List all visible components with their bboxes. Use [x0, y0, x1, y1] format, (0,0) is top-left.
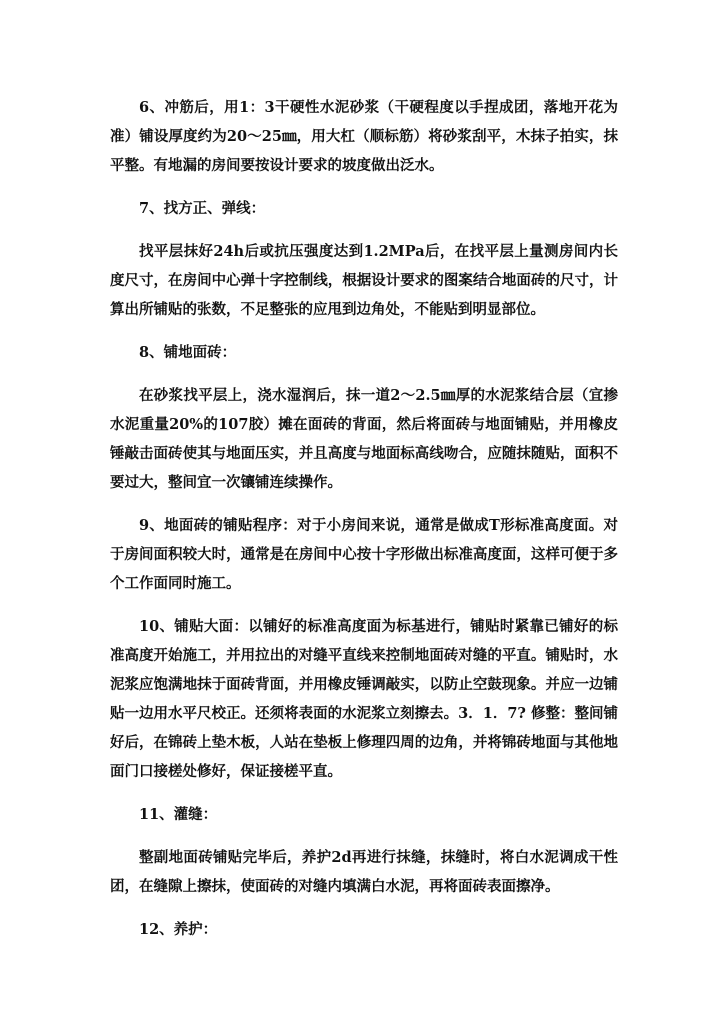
- document-body: [110, 93, 618, 958]
- step-9-paragraph: 9、地面砖的铺贴程序：对于小房间来说，通常是做成T形标准高度面。对于房间面积较大时，通常是在房间中心按十字形做出标准高度面，这样可便于多个工作面同时施工。: [110, 517, 618, 592]
- step-12-heading: 12、养护：: [139, 921, 218, 938]
- step-10-paragraph: 10、铺贴大面：以铺好的标准高度面为标基进行，铺贴时紧靠已铺好的标准高度开始施工，并用拉出的对缝平直线来控制地面砖对缝的平直。铺贴时，水泥浆应饱满地抹于面砖背面，并用橡皮锤调敲实，以防止空鼓现象。并应一边铺贴一边用水平尺校正。还须将表面的水泥浆立刻擦去。3．1．7? 修整：整间铺好后，在锦砖上垫木板，人站在垫板上修理四周的边角，并将锦砖地面与其他地面门口接槎处修好，保证接槎平直。: [110, 618, 618, 780]
- step-6-paragraph: 6、冲筋后，用1：3干硬性水泥砂浆（干硬程度以手捏成团，落地开花为准）铺设厚度约为20～25㎜，用大杠（顺标筋）将砂浆刮平，木抹子拍实，抹平整。有地漏的房间要按设计要求的坡度做出泛水。: [110, 99, 618, 174]
- step-8-paragraph: 在砂浆找平层上，浇水湿润后，抹一道2～2.5㎜厚的水泥浆结合层（宜掺水泥重量20%的107胶）摊在面砖的背面，然后将面砖与地面铺贴，并用橡皮锤敲击面砖使其与地面压实，并且高度与地面标高线吻合，应随抹随贴，面积不要过大，整间宜一次镶铺连续操作。: [110, 387, 618, 491]
- step-8-heading: 8、铺地面砖：: [139, 344, 237, 361]
- step-11-paragraph: 整副地面砖铺贴完毕后，养护2d再进行抹缝，抹缝时，将白水泥调成干性团，在缝隙上擦抹，使面砖的对缝内填满白水泥，再将面砖表面擦净。: [110, 849, 618, 895]
- step-11-heading: 11、灌缝：: [139, 806, 218, 823]
- step-7-paragraph: 找平层抹好24h后或抗压强度达到1.2MPa后，在找平层上量测房间内长度尺寸，在房间中心弹十字控制线，根据设计要求的图案结合地面砖的尺寸，计算出所铺贴的张数，不足整张的应甩到边角处，不能贴到明显部位。: [110, 243, 618, 318]
- step-7-heading: 7、找方正、弹线：: [139, 200, 266, 217]
